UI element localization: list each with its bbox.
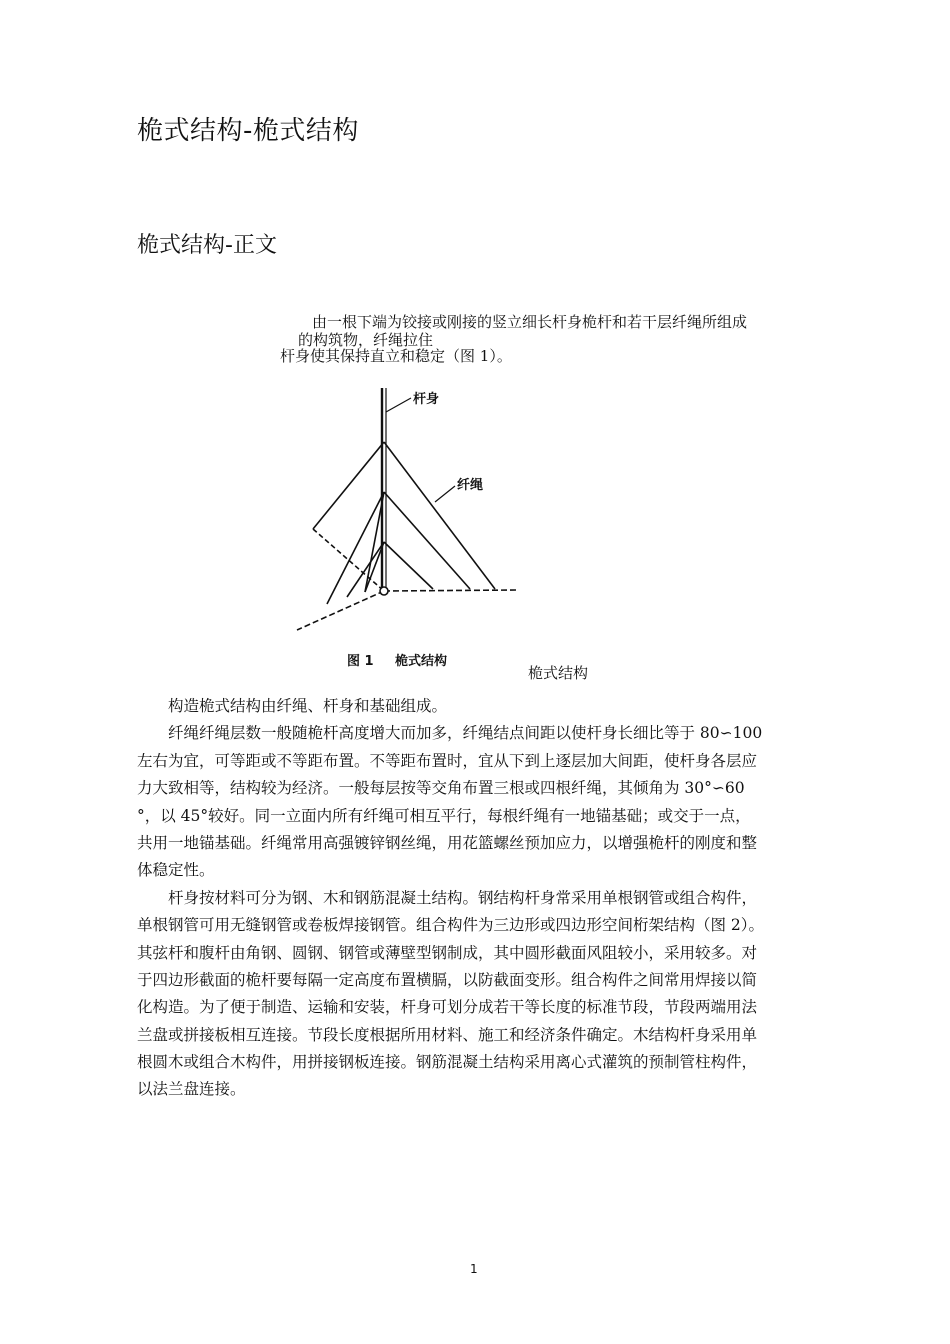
guyed-mast-diagram: [285, 382, 535, 682]
paragraph-line: 构造桅式结构由纤绳、杆身和基础组成。: [168, 697, 448, 715]
ground-line-right: [384, 590, 517, 591]
guy-cable-left-middle: [327, 492, 384, 604]
paragraph-line: 纤绳纤绳层数一般随桅杆高度增大而加多，纤绳结点间距以使杆身长细比等于 80∽100: [168, 724, 763, 743]
paragraph-line: °，以 45°较好。同一立面内所有纤绳可相互平行，每根纤绳有一地锚基础；或交于一点，: [137, 806, 751, 825]
paragraph-line: 左右为宜，可等距或不等距布置。不等距布置时，宜从下到上逐层加大间距，使杆身各层应: [137, 751, 758, 770]
guy-cable-right-top: [384, 442, 495, 589]
guy-cable-right-middle: [384, 492, 470, 589]
intro-line-1: 由一根下端为铰接或刚接的竖立细长杆身桅杆和若干层纤绳所组成: [312, 313, 748, 331]
paragraph-line: 以法兰盘连接。: [137, 1080, 246, 1099]
figure-caption-number: 图 1: [347, 654, 374, 669]
paragraph-line: 力大致相等，结构较为经济。一般每层按等交角布置三根或四根纤绳，其倾角为 30°∽60: [137, 779, 745, 798]
figure-label-mast: 杆身: [413, 392, 440, 407]
intro-line-3: 杆身使其保持直立和稳定（图 1）。: [280, 347, 512, 365]
intro-line-2: 的构筑物，纤绳拉住: [298, 331, 434, 349]
figure-label-guy: 纤绳: [457, 478, 484, 493]
page-number: 1: [470, 1262, 478, 1276]
figure-caption-name: 桅式结构: [395, 654, 448, 669]
paragraph-line: 单根钢管可用无缝钢管或卷板焊接钢管。组合构件为三边形或四边形空间桁架结构（图 2）。: [137, 916, 765, 935]
paragraph-line: 杆身按材料可分为钢、木和钢筋混凝土结构。钢结构杆身常采用单根钢管或组合构件，: [168, 888, 758, 907]
figure-caption-text: 桅式结构: [528, 664, 589, 682]
guyed-mast-figure: [285, 382, 535, 682]
guy-cable-right-bottom: [384, 542, 433, 589]
section-title: 桅式结构-正文: [137, 233, 277, 258]
body-paragraphs: [137, 693, 837, 1104]
paragraph-line: 于四边形截面的桅杆要每隔一定高度布置横膈，以防截面变形。组合构件之间常用焊接以简: [137, 970, 758, 989]
guy-label-leader: [435, 486, 455, 502]
ground-line-left: [297, 591, 384, 630]
paragraph-line: 兰盘或拼接板相互连接。节段长度根据所用材料、施工和经济条件确定。木结构杆身采用单: [137, 1025, 758, 1044]
mast-label-leader: [386, 398, 411, 412]
base-hinge: [380, 587, 388, 595]
paragraph-line: 共用一地锚基础。纤绳常用高强镀锌钢丝绳，用花篮螺丝预加应力，以增强桅杆的刚度和整: [137, 833, 758, 852]
guy-cable-left-top: [313, 442, 384, 529]
paragraph-line: 根圆木或组合木构件，用拼接钢板连接。钢筋混凝土结构采用离心式灌筑的预制管柱构件，: [137, 1053, 758, 1072]
paragraph-line: 其弦杆和腹杆由角钢、圆钢、钢管或薄壁型钢制成，其中圆形截面风阻较小，采用较多。对: [137, 943, 758, 962]
paragraph-line: 化构造。为了便于制造、运输和安装，杆身可划分成若干等长度的标准节段，节段两端用法: [137, 998, 758, 1017]
document-title: 桅式结构-桅式结构: [137, 116, 359, 146]
paragraph-line: 体稳定性。: [137, 861, 215, 880]
